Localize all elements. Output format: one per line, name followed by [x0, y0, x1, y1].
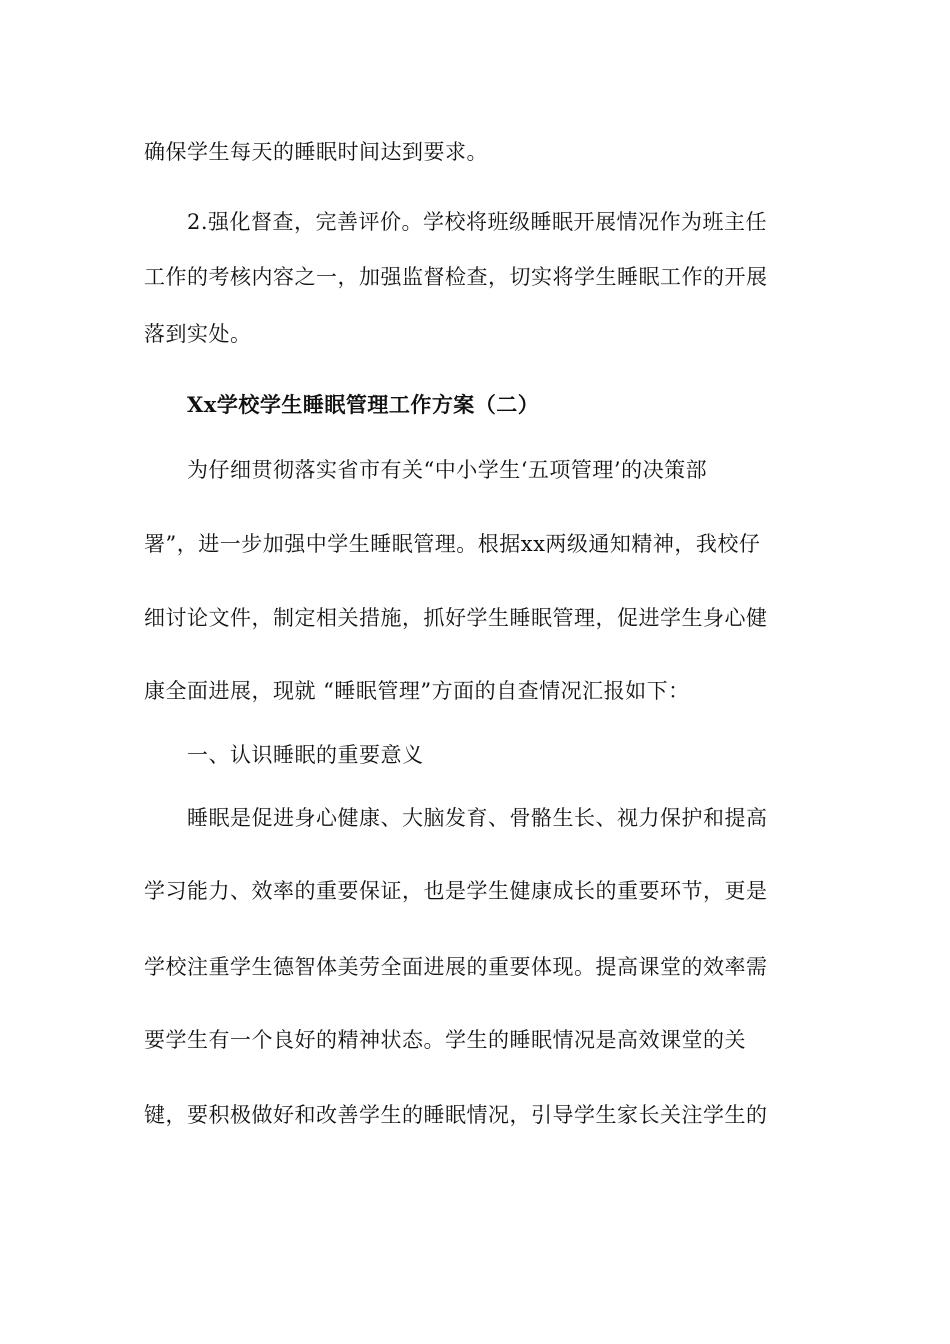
- text-line: 工作的考核内容之一，加强监督检查，切实将学生睡眠工作的开展: [144, 265, 768, 289]
- section-heading: 一、认识睡眠的重要意义: [187, 743, 424, 767]
- text-line: 睡眠是促进身心健康、大脑发育、骨骼生长、视力保护和提高: [187, 806, 768, 830]
- text-line: 康全面进展，现就 “睡眠管理”方面的自查情况汇报如下：: [144, 679, 690, 703]
- text-line: 确保学生每天的睡眠时间达到要求。: [144, 140, 488, 164]
- text-line: 要学生有一个良好的精神状态。学生的睡眠情况是高效课堂的关: [144, 1028, 746, 1052]
- text-line: 学校注重学生德智体美劳全面进展的重要体现。提高课堂的效率需: [144, 955, 768, 979]
- text-line: 2.强化督查，完善评价。学校将班级睡眠开展情况作为班主任: [187, 210, 768, 234]
- text-line: 学习能力、效率的重要保证，也是学生健康成长的重要环节，更是: [144, 879, 768, 903]
- text-line: 署”，进一步加强中学生睡眠管理。根据xx两级通知精神，我校仔: [144, 532, 761, 556]
- text-line: 为仔细贯彻落实省市有关“中小学生‘五项管理’的决策部: [187, 458, 708, 482]
- section-title: Xx学校学生睡眠管理工作方案（二）: [187, 392, 540, 417]
- text-line: 细讨论文件，制定相关措施，抓好学生睡眠管理，促进学生身心健: [144, 606, 768, 630]
- text-line: 落到实处。: [144, 322, 252, 346]
- text-line: 键，要积极做好和改善学生的睡眠情况，引导学生家长关注学生的: [144, 1103, 768, 1127]
